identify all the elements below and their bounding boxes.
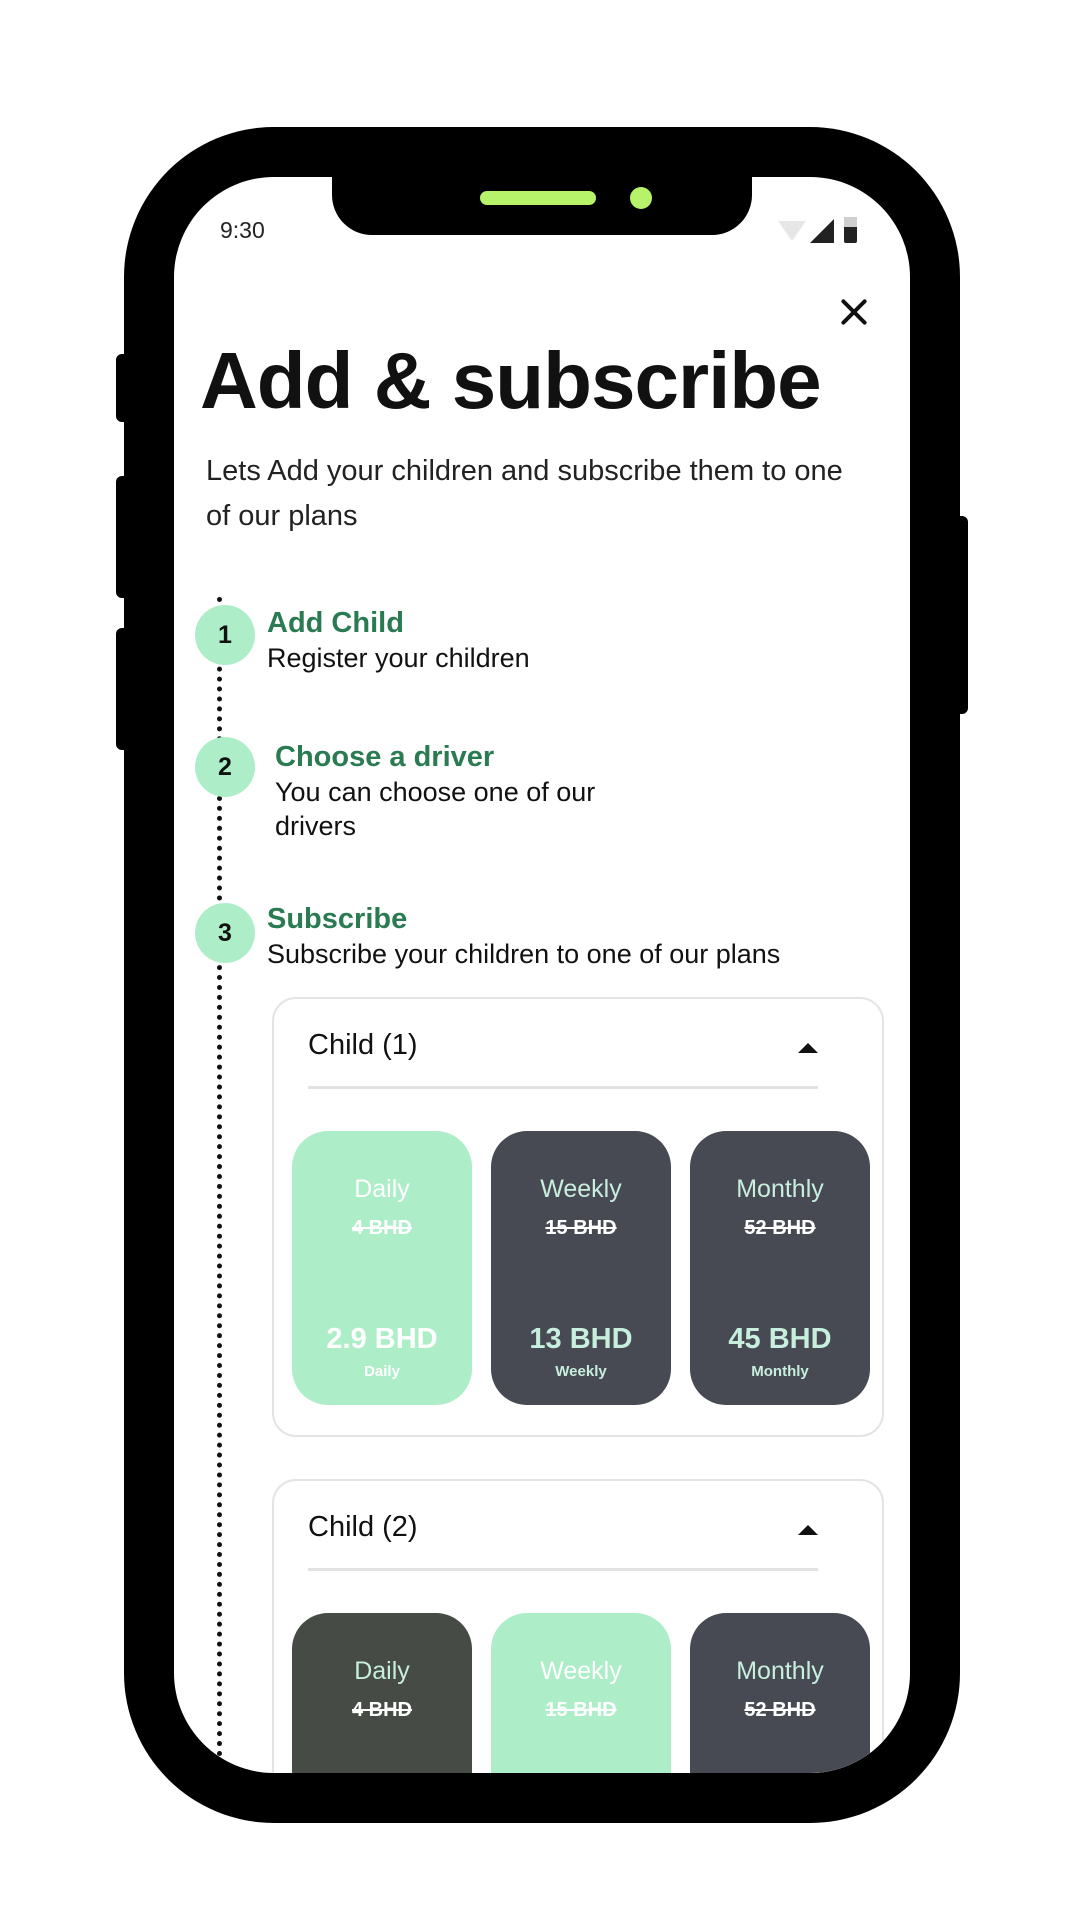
child-2-plan-weekly[interactable] xyxy=(491,1613,671,1773)
wifi-icon xyxy=(778,221,806,241)
plan-old-price: 52 BHD xyxy=(744,1217,816,1239)
child-1-label: Child (1) xyxy=(308,1029,418,1061)
step-3-title: Subscribe xyxy=(267,903,408,935)
battery-icon xyxy=(844,217,857,243)
child-2-plan-daily[interactable] xyxy=(292,1613,472,1773)
phone-frame xyxy=(124,127,960,1823)
child-1-plan-weekly[interactable] xyxy=(491,1131,671,1405)
caret-up-icon[interactable] xyxy=(798,1525,818,1535)
child-1-plan-daily[interactable] xyxy=(292,1131,472,1405)
camera-dot xyxy=(630,187,652,209)
plan-period: Weekly xyxy=(555,1363,607,1380)
plan-old-price: 15 BHD xyxy=(545,1699,617,1721)
child-1-plan-monthly[interactable] xyxy=(690,1131,870,1405)
status-icons xyxy=(778,217,868,245)
plan-name: Daily xyxy=(354,1175,410,1203)
plan-name: Weekly xyxy=(540,1657,622,1685)
plan-old-price: 4 BHD xyxy=(351,1699,412,1721)
plan-name: Daily xyxy=(354,1657,410,1685)
plan-period: Daily xyxy=(364,1363,400,1380)
signal-icon xyxy=(810,219,834,243)
page-title: Add & subscribe xyxy=(200,336,821,425)
step-2-description: You can choose one of our drivers xyxy=(275,777,596,841)
plan-name: Monthly xyxy=(736,1175,824,1203)
phone-screen xyxy=(174,177,910,1773)
step-1-title: Add Child xyxy=(267,607,404,639)
child-1-accordion-header[interactable] xyxy=(308,1029,818,1089)
child-2-label: Child (2) xyxy=(308,1511,418,1543)
step-1-number: 1 xyxy=(195,605,255,665)
plan-price: 13 BHD xyxy=(529,1323,633,1355)
plan-price: 2.9 BHD xyxy=(326,1323,438,1355)
speaker-bar xyxy=(480,191,596,205)
child-1-plan-card xyxy=(272,997,884,1437)
plan-old-price: 52 BHD xyxy=(744,1699,816,1721)
step-2-number: 2 xyxy=(195,737,255,797)
step-3-number: 3 xyxy=(195,903,255,963)
plan-name: Weekly xyxy=(540,1175,622,1203)
child-2-plan-card xyxy=(272,1479,884,1773)
step-2-title: Choose a driver xyxy=(275,741,495,773)
notch xyxy=(332,177,752,235)
plan-period: Monthly xyxy=(751,1363,809,1380)
plan-price: 45 BHD xyxy=(728,1323,832,1355)
child-2-plan-monthly[interactable] xyxy=(690,1613,870,1773)
caret-up-icon[interactable] xyxy=(798,1043,818,1053)
close-icon[interactable] xyxy=(834,292,874,332)
step-1-description: Register your children xyxy=(267,643,530,673)
step-3-description: Subscribe your children to one of our plans xyxy=(267,939,781,969)
plan-name: Monthly xyxy=(736,1657,824,1685)
child-2-accordion-header[interactable] xyxy=(308,1511,818,1571)
page-subtitle: Lets Add your children and subscribe them to one of our plans xyxy=(206,455,843,532)
status-time: 9:30 xyxy=(220,217,265,243)
plan-old-price: 15 BHD xyxy=(545,1217,617,1239)
plan-old-price: 4 BHD xyxy=(351,1217,412,1239)
